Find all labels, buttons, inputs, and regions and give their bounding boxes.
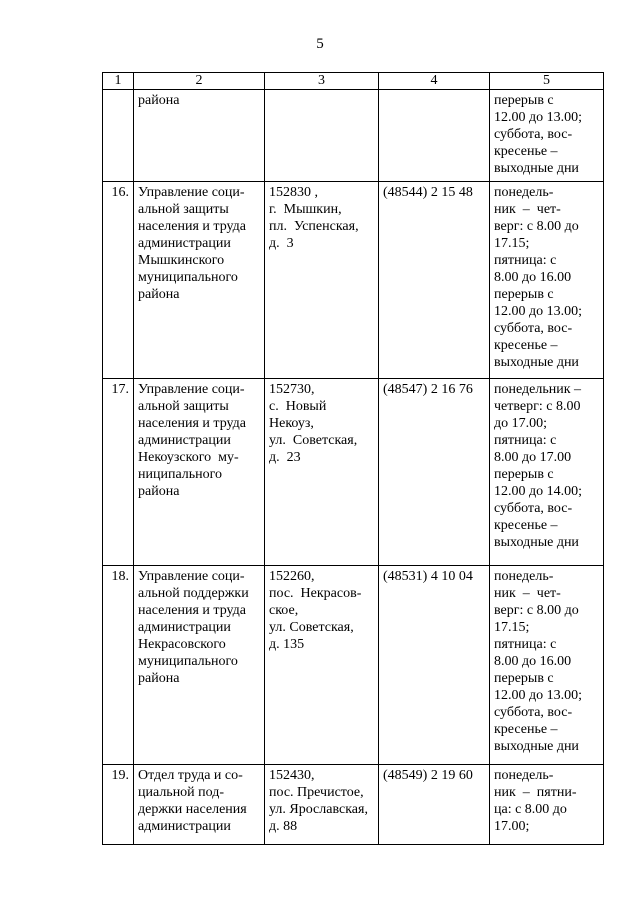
working-hours [490, 566, 604, 765]
working-hours-line: суббота, вос- [494, 501, 573, 516]
working-hours-line: понедельник – [494, 382, 582, 397]
agency-address-line: пос. Пречистое, [269, 785, 364, 800]
working-hours-line: перерыв с [494, 93, 554, 108]
agency-address-line: ул. Советская, [269, 620, 354, 635]
working-hours-line: ник – пятни- [494, 785, 577, 800]
working-hours-line: пятница: с [494, 433, 557, 448]
working-hours-line: кресенье – [494, 338, 558, 353]
working-hours-line: 12.00 до 14.00; [494, 484, 583, 499]
agency-name-line: альной поддержки [138, 586, 249, 601]
working-hours-line: суббота, вос- [494, 321, 573, 336]
working-hours-line: перерыв с [494, 671, 554, 686]
agency-name-line: администрации [138, 819, 231, 834]
agency-name-line: населения и труда [138, 603, 246, 618]
agency-address-line: д. 3 [269, 236, 294, 251]
working-hours-line: выходные дни [494, 161, 579, 176]
working-hours-line: понедель- [494, 768, 554, 783]
page-number: 5 [316, 36, 324, 52]
working-hours-line: перерыв с [494, 467, 554, 482]
agency-address-line: с. Новый [269, 399, 327, 414]
agency-address-line: 152430, [269, 768, 315, 783]
working-hours-line: перерыв с [494, 287, 554, 302]
working-hours-line: 8.00 до 16.00 [494, 654, 572, 669]
table-row [103, 90, 604, 182]
working-hours-line: ник – чет- [494, 202, 561, 217]
agency-name-line: населения и труда [138, 219, 246, 234]
agency-address-line: ское, [269, 603, 299, 618]
table-row [103, 566, 604, 765]
working-hours-line: 17.15; [494, 620, 530, 635]
agency-phone: (48531) 4 10 04 [379, 566, 490, 765]
table-row [103, 379, 604, 566]
agency-address-line: д. 23 [269, 450, 301, 465]
working-hours-line: выходные дни [494, 355, 579, 370]
working-hours [490, 90, 604, 182]
row-number: 16. [103, 182, 134, 379]
working-hours-line: ник – чет- [494, 586, 561, 601]
table-header-row [103, 73, 604, 90]
working-hours-line: 17.15; [494, 236, 530, 251]
working-hours-line: 8.00 до 17.00 [494, 450, 572, 465]
working-hours-line: кресенье – [494, 144, 558, 159]
agency-name-line: Мышкинского [138, 253, 225, 268]
agency-phone: (48549) 2 19 60 [379, 765, 490, 845]
row-number: 18. [103, 566, 134, 765]
agency-address-line: 152830 , [269, 185, 318, 200]
working-hours-line: кресенье – [494, 518, 558, 533]
agency-name-line: Некрасовского [138, 637, 226, 652]
working-hours-line: 12.00 до 13.00; [494, 110, 583, 125]
working-hours-line: верг: с 8.00 до [494, 219, 579, 234]
agency-address [265, 90, 379, 182]
agency-name-line: района [138, 484, 180, 499]
column-header: 2 [134, 73, 265, 90]
working-hours-line: верг: с 8.00 до [494, 603, 579, 618]
working-hours-line: суббота, вос- [494, 127, 573, 142]
agency-phone [379, 90, 490, 182]
agency-name-line: района [138, 287, 180, 302]
agency-address-line: ул. Советская, [269, 433, 358, 448]
agency-address-line: пл. Успенская, [269, 219, 359, 234]
agency-name [134, 566, 265, 765]
agency-name-line: муниципального [138, 270, 238, 285]
agency-name-line: администрации [138, 236, 231, 251]
column-header: 3 [265, 73, 379, 90]
working-hours-line: 12.00 до 13.00; [494, 688, 583, 703]
agency-name-line: администрации [138, 620, 231, 635]
agency-name-line: Отдел труда и со- [138, 768, 243, 783]
agency-address-line: г. Мышкин, [269, 202, 342, 217]
agency-name [134, 90, 265, 182]
working-hours-line: пятница: с [494, 253, 557, 268]
agency-address-line: 152260, [269, 569, 315, 584]
agency-address [265, 566, 379, 765]
working-hours-line: выходные дни [494, 739, 579, 754]
working-hours-line: 17.00; [494, 819, 530, 834]
working-hours-line: до 17.00; [494, 416, 548, 431]
working-hours [490, 182, 604, 379]
agency-phone: (48547) 2 16 76 [379, 379, 490, 566]
agency-name-line: ниципального [138, 467, 223, 482]
agency-address-line: 152730, [269, 382, 315, 397]
table-row [103, 182, 604, 379]
row-number [103, 90, 134, 182]
working-hours-line: понедель- [494, 185, 554, 200]
column-header: 5 [490, 73, 604, 90]
agency-name [134, 765, 265, 845]
working-hours-line: понедель- [494, 569, 554, 584]
working-hours [490, 379, 604, 566]
working-hours-line: 8.00 до 16.00 [494, 270, 572, 285]
agency-address-line: д. 88 [269, 819, 298, 834]
agency-name-line: Некоузского му- [138, 450, 239, 465]
working-hours-line: выходные дни [494, 535, 579, 550]
agency-address [265, 765, 379, 845]
agency-name-line: держки населения [138, 802, 247, 817]
services-table [102, 72, 604, 845]
column-header: 1 [103, 73, 134, 90]
agency-name-line: населения и труда [138, 416, 246, 431]
agency-address-line: Некоуз, [269, 416, 314, 431]
agency-address [265, 182, 379, 379]
working-hours-line: ца: с 8.00 до [494, 802, 567, 817]
working-hours-line: 12.00 до 13.00; [494, 304, 583, 319]
agency-address-line: ул. Ярославская, [269, 802, 368, 817]
row-number: 17. [103, 379, 134, 566]
working-hours-line: кресенье – [494, 722, 558, 737]
agency-name-line: Управление соци- [138, 185, 245, 200]
agency-name-line: альной защиты [138, 399, 229, 414]
row-number: 19. [103, 765, 134, 845]
agency-name-line: района [138, 671, 180, 686]
column-header: 4 [379, 73, 490, 90]
agency-name [134, 182, 265, 379]
agency-address [265, 379, 379, 566]
agency-name-line: циальной под- [138, 785, 225, 800]
agency-address-line: д. 135 [269, 637, 305, 652]
agency-phone: (48544) 2 15 48 [379, 182, 490, 379]
agency-name-line: Управление соци- [138, 382, 245, 397]
working-hours-line: суббота, вос- [494, 705, 573, 720]
working-hours [490, 765, 604, 845]
agency-name-line: района [138, 93, 180, 108]
agency-name [134, 379, 265, 566]
agency-name-line: администрации [138, 433, 231, 448]
working-hours-line: четверг: с 8.00 [494, 399, 581, 414]
agency-name-line: альной защиты [138, 202, 229, 217]
working-hours-line: пятница: с [494, 637, 557, 652]
agency-name-line: муниципального [138, 654, 238, 669]
agency-name-line: Управление соци- [138, 569, 245, 584]
table-row [103, 765, 604, 845]
agency-address-line: пос. Некрасов- [269, 586, 362, 601]
